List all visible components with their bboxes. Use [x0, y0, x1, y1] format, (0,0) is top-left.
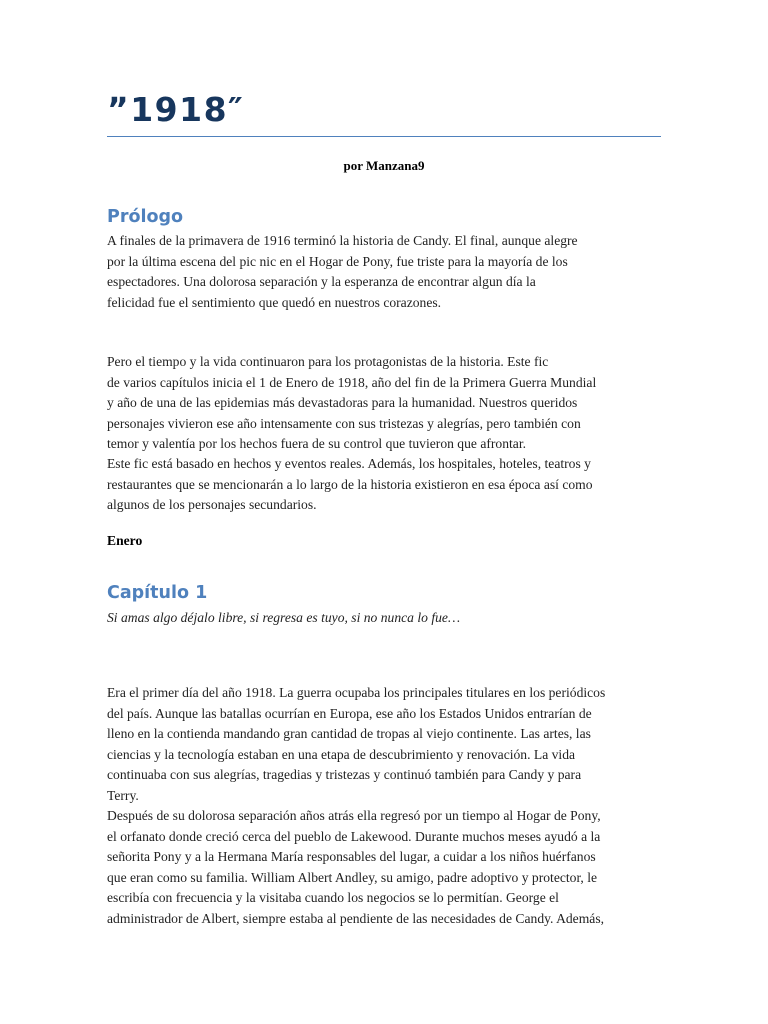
text-line: temor y valentía por los hechos fuera de su control que tuvieron que afrontar. [107, 436, 527, 451]
author-line: por Manzana9 [343, 158, 425, 173]
month-label: Enero [107, 533, 143, 548]
text-line: señorita Pony y a la Hermana María responsables del lugar, a cuidar a los niños huérfanos [107, 849, 596, 864]
chapter-1-heading: Capítulo 1 [107, 583, 208, 603]
text-line: y año de una de las epidemias más devastadoras para la humanidad. Nuestros queridos [107, 395, 578, 410]
text-line: espectadores. Una dolorosa separación y la esperanza de encontrar algun día la [107, 274, 536, 289]
text-line: personajes vivieron ese año intensamente con sus tristezas y alegrías, pero también con [107, 415, 581, 431]
text-line: ciencias y la tecnología estaban en una etapa de descubrimiento y renovación. La vida [107, 746, 576, 762]
document-title: ”1918″ [107, 90, 245, 129]
title-underline-divider [107, 136, 661, 137]
text-line: el orfanato donde creció cerca del pueblo de Lakewood. Durante muchos meses ayudó a la [107, 828, 601, 844]
text-line: Terry. [107, 787, 139, 803]
text-line: administrador de Albert, siempre estaba al pendiente de las necesidades de Candy. Además, [107, 910, 605, 926]
chapter-1-body [107, 683, 667, 929]
text-line: lleno en la contienda mandando gran cantidad de tropas al viejo continente. Las artes, las [107, 726, 591, 741]
text-line: Pero el tiempo y la vida continuaron para los protagonistas de la historia. Este fic [107, 354, 549, 369]
text-line: Después de su dolorosa separación años atrás ella regresó por un tiempo al Hogar de Pony, [107, 808, 601, 823]
text-line: Era el primer día del año 1918. La guerra ocupaba los principales titulares en los periódicos [107, 685, 606, 700]
text-line: por la última escena del pic nic en el Hogar de Pony, fue triste para la mayoría de los [107, 253, 568, 269]
prologue-paragraph-2 [107, 352, 667, 455]
text-line: que eran como su familia. William Albert Andley, su amigo, padre adoptivo y protector, le [107, 869, 598, 885]
text-line: de varios capítulos inicia el 1 de Enero de 1918, año del fin de la Primera Guerra Mundial [107, 374, 597, 390]
chapter-epigraph: Si amas algo déjalo libre, si regresa es tuyo, si no nunca lo fue… [107, 610, 461, 625]
text-line: continuaba con sus alegrías, tragedias y tristezas y continuó también para Candy y para [107, 767, 582, 782]
text-line: Este fic está basado en hechos y eventos reales. Además, los hospitales, hoteles, teatros y [107, 456, 591, 471]
text-line: restaurantes que se mencionarán a lo largo de la historia existieron en esa época así como [107, 476, 593, 492]
text-line: del país. Aunque las batallas ocurrían en Europa, ese año los Estados Unidos entrarían de [107, 705, 592, 721]
text-line: algunos de los personajes secundarios. [107, 497, 317, 512]
prologue-paragraph-3 [107, 454, 667, 516]
text-line: felicidad fue el sentimiento que quedó en nuestros corazones. [107, 294, 442, 310]
prologue-heading: Prólogo [107, 207, 184, 227]
text-line: A finales de la primavera de 1916 terminó la historia de Candy. El final, aunque alegre [107, 233, 578, 248]
prologue-paragraph-1 [107, 231, 667, 313]
text-line: escribía con frecuencia y la visitaba cuando los negocios se lo permitían. George el [107, 890, 559, 905]
